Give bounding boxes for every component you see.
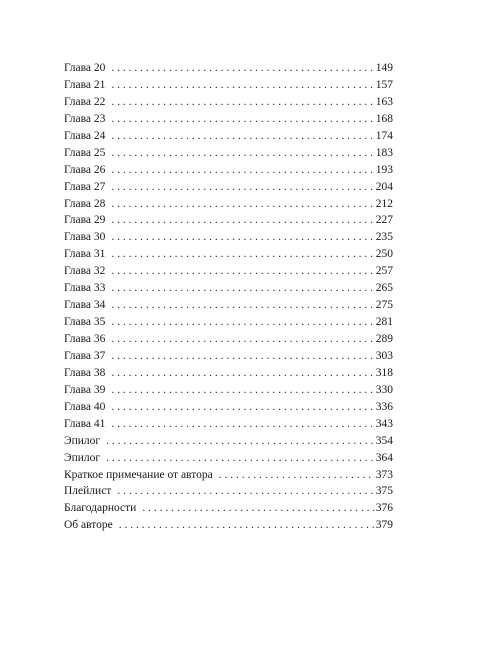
toc-entry-page-number: 149 [375, 62, 393, 74]
toc-entry-title: Глава 30 [64, 231, 106, 244]
toc-entry-title: Глава 34 [64, 299, 106, 312]
toc-entry-title: Глава 41 [64, 417, 106, 430]
toc-entry-page-number: 379 [375, 519, 393, 532]
toc-entry-title: Глава 25 [64, 146, 106, 159]
toc-dot-leader [111, 348, 374, 365]
toc-entry-title: Глава 38 [64, 366, 106, 379]
toc-entry-page-number: 235 [375, 231, 393, 244]
toc-entry [64, 145, 393, 162]
toc-entry-title: Глава 23 [64, 112, 106, 125]
toc-entry-page-number: 364 [375, 451, 393, 464]
toc-dot-leader [111, 280, 374, 297]
toc-entry-title: Глава 31 [64, 248, 106, 261]
toc-entry-page-number: 157 [375, 78, 393, 91]
toc-list [64, 60, 393, 534]
toc-entry-page-number: 257 [375, 265, 393, 278]
toc-entry-title: Глава 40 [64, 400, 106, 413]
toc-dot-leader [111, 94, 374, 111]
toc-entry-title: Глава 24 [64, 129, 106, 142]
toc-entry [64, 229, 393, 246]
toc-entry [64, 280, 393, 297]
toc-entry [64, 128, 393, 145]
toc-entry [64, 94, 393, 111]
toc-entry-title: Об авторе [64, 519, 113, 532]
toc-dot-leader [111, 246, 374, 263]
toc-entry-page-number: 250 [375, 248, 393, 261]
toc-entry [64, 517, 393, 534]
toc-entry [64, 467, 393, 484]
toc-entry [64, 263, 393, 280]
toc-dot-leader [106, 450, 375, 467]
toc-entry [64, 450, 393, 467]
toc-dot-leader [219, 467, 375, 484]
toc-entry [64, 162, 393, 179]
toc-dot-leader [111, 111, 374, 128]
toc-dot-leader [111, 263, 374, 280]
toc-entry-page-number: 193 [375, 163, 393, 176]
toc-entry-title: Глава 36 [64, 333, 106, 345]
toc-entry-title: Глава 21 [64, 78, 106, 91]
toc-entry-page-number: 281 [375, 316, 393, 329]
toc-entry-page-number: 376 [375, 502, 393, 515]
table-of-contents [64, 60, 393, 534]
toc-entry [64, 483, 393, 500]
toc-dot-leader [106, 433, 375, 450]
toc-entry [64, 399, 393, 416]
toc-dot-leader [111, 416, 374, 433]
toc-entry [64, 365, 393, 382]
toc-dot-leader [119, 517, 375, 534]
toc-entry-title: Глава 37 [64, 349, 106, 362]
toc-entry [64, 60, 393, 77]
toc-entry-page-number: 227 [375, 214, 393, 227]
toc-dot-leader [111, 331, 374, 348]
toc-entry-page-number: 303 [375, 349, 393, 362]
toc-entry-title: Глава 22 [64, 95, 106, 108]
toc-entry-page-number: 330 [375, 383, 393, 396]
toc-entry-page-number: 212 [375, 197, 393, 210]
toc-dot-leader [111, 365, 374, 382]
toc-entry-page-number: 373 [375, 468, 393, 481]
toc-entry-title: Глава 26 [64, 163, 106, 176]
toc-entry-title: Глава 29 [64, 214, 106, 227]
toc-entry [64, 433, 393, 450]
toc-entry-page-number: 265 [375, 282, 393, 295]
toc-entry-page-number: 275 [375, 299, 393, 312]
toc-dot-leader [111, 145, 374, 162]
toc-dot-leader [111, 162, 374, 179]
toc-dot-leader [111, 128, 374, 145]
toc-entry [64, 416, 393, 433]
toc-dot-leader [111, 229, 374, 246]
toc-entry-title: Эпилог [64, 434, 101, 447]
toc-entry [64, 111, 393, 128]
toc-entry-page-number: 289 [375, 333, 393, 345]
toc-entry-page-number: 343 [375, 417, 393, 430]
toc-dot-leader [111, 297, 374, 314]
toc-entry-title: Плейлист [64, 485, 112, 498]
toc-entry [64, 348, 393, 365]
toc-dot-leader [111, 314, 374, 331]
toc-dot-leader [111, 77, 374, 94]
toc-entry-page-number: 204 [375, 180, 393, 193]
toc-entry-page-number: 354 [375, 434, 393, 447]
toc-dot-leader [117, 483, 374, 500]
toc-entry-title: Глава 27 [64, 180, 106, 193]
toc-entry [64, 179, 393, 196]
toc-entry [64, 314, 393, 331]
toc-entry-page-number: 318 [375, 366, 393, 379]
toc-dot-leader [111, 399, 374, 416]
toc-entry [64, 196, 393, 213]
toc-entry [64, 246, 393, 263]
toc-entry-title: Глава 35 [64, 316, 106, 329]
toc-entry-page-number: 168 [375, 112, 393, 125]
toc-dot-leader [142, 500, 374, 517]
toc-entry-title: Глава 39 [64, 383, 106, 396]
toc-entry-page-number: 183 [375, 146, 393, 159]
toc-entry-title: Глава 32 [64, 265, 106, 278]
toc-entry-page-number: 375 [375, 485, 393, 498]
toc-entry-page-number: 163 [375, 95, 393, 108]
toc-dot-leader [111, 212, 374, 229]
toc-entry-title: Глава 33 [64, 282, 106, 295]
toc-entry-title: Глава 28 [64, 197, 106, 210]
toc-entry [64, 297, 393, 314]
toc-entry-title: Эпилог [64, 451, 101, 464]
toc-entry-page-number: 174 [375, 129, 393, 142]
toc-dot-leader [111, 179, 374, 196]
toc-entry-title: Благодарности [64, 502, 137, 515]
toc-dot-leader [111, 196, 374, 213]
toc-entry-title: Глава 20 [64, 62, 106, 74]
toc-entry [64, 382, 393, 399]
toc-entry-title: Краткое примечание от автора [64, 468, 213, 481]
toc-dot-leader [111, 60, 374, 77]
toc-entry [64, 212, 393, 229]
toc-entry [64, 331, 393, 348]
toc-entry [64, 77, 393, 94]
toc-entry-page-number: 336 [375, 400, 393, 413]
toc-entry [64, 500, 393, 517]
toc-dot-leader [111, 382, 374, 399]
